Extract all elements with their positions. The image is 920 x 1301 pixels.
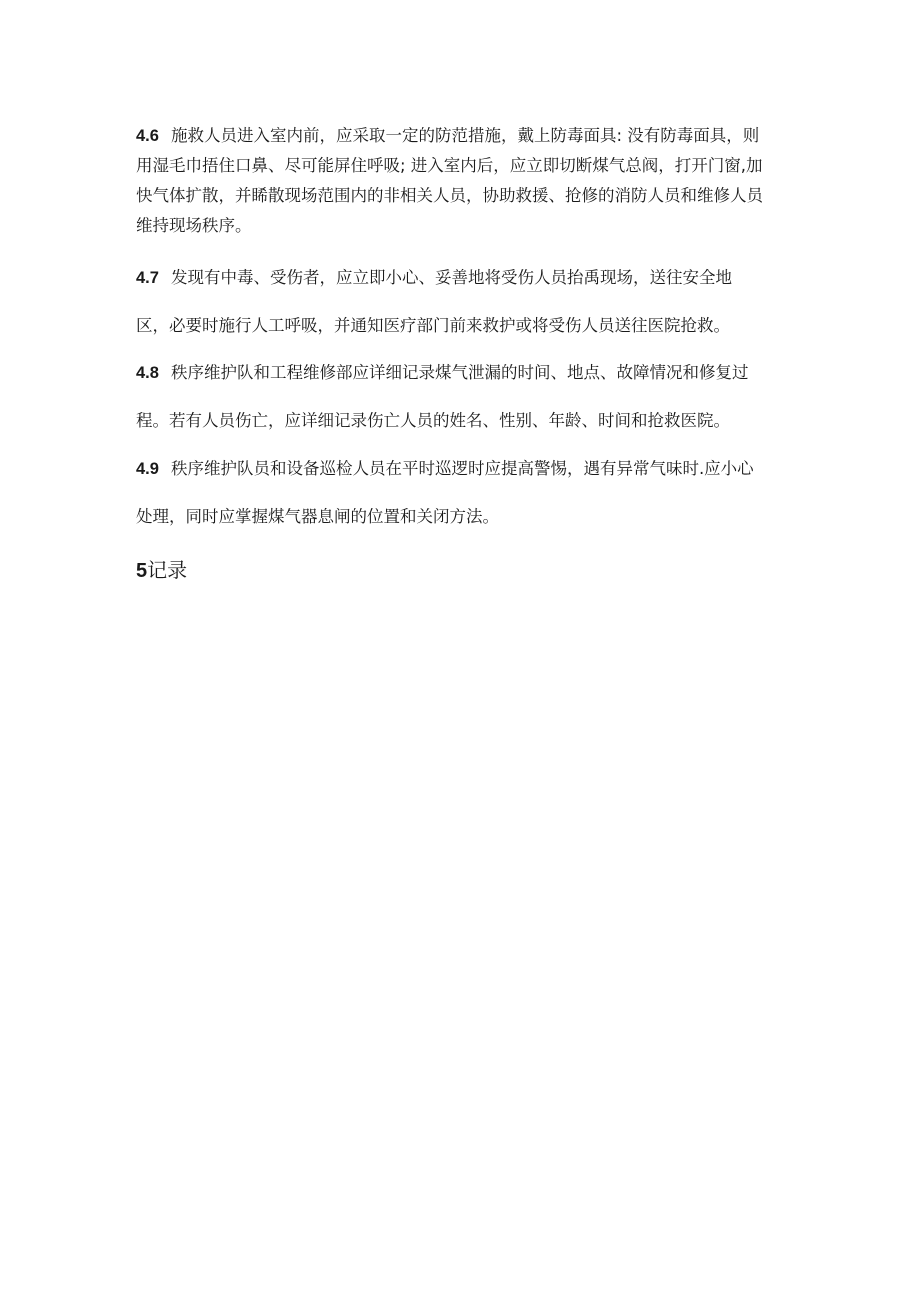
section-number: 4.9	[136, 460, 159, 478]
section-heading-5	[136, 554, 187, 587]
section-4-7	[136, 254, 786, 350]
section-number: 4.7	[136, 269, 159, 287]
section-text: 施救人员进入室内前，应采取一定的防范措施，戴上防毒面具: 没有防毒面具，则	[170, 126, 760, 145]
heading-number: 5	[136, 560, 148, 582]
section-4-9-line-2: 处理，同时应掌握煤气器息闸的位置和关闭方法。	[136, 507, 499, 526]
heading-title: 记录	[147, 558, 188, 582]
section-4-6-line-1	[136, 121, 786, 151]
section-4-6	[136, 121, 786, 241]
section-4-8-line-2: 程。若有人员伤亡，应详细记录伤亡人员的姓名、性别、年龄、时间和抢救医院。	[136, 411, 730, 430]
section-4-6-line-4: 维持现场秩序。	[136, 216, 252, 235]
section-4-9-line-1	[136, 445, 786, 493]
section-text: 秩序维护队员和设备巡检人员在平时巡逻时应提高警惕，遇有异常气味时.应小心	[170, 459, 754, 478]
section-4-7-line-2: 区，必要时施行人工呼吸，并通知医疗部门前来救护或将受伤人员送往医院抢救。	[136, 316, 730, 335]
section-number: 4.6	[136, 127, 159, 145]
section-4-8-line-1	[136, 349, 786, 397]
section-4-6-line-2: 用湿毛巾捂住口鼻、尽可能屏住呼吸; 进入室内后，应立即切断煤气总阀，打开门窗,加	[136, 156, 763, 175]
section-4-8	[136, 349, 786, 445]
section-text: 发现有中毒、受伤者，应立即小心、妥善地将受伤人员抬禹现场，送往安全地	[170, 268, 732, 287]
section-4-6-line-3: 快气体扩散，并睎散现场范围内的非相关人员，协助救援、抢修的消防人员和维修人员	[136, 186, 763, 205]
section-number: 4.8	[136, 364, 159, 382]
section-4-7-line-1	[136, 254, 786, 302]
section-4-9	[136, 445, 786, 541]
section-text: 秩序维护队和工程维修部应详细记录煤气泄漏的时间、地点、故障情况和修复过	[170, 363, 749, 382]
